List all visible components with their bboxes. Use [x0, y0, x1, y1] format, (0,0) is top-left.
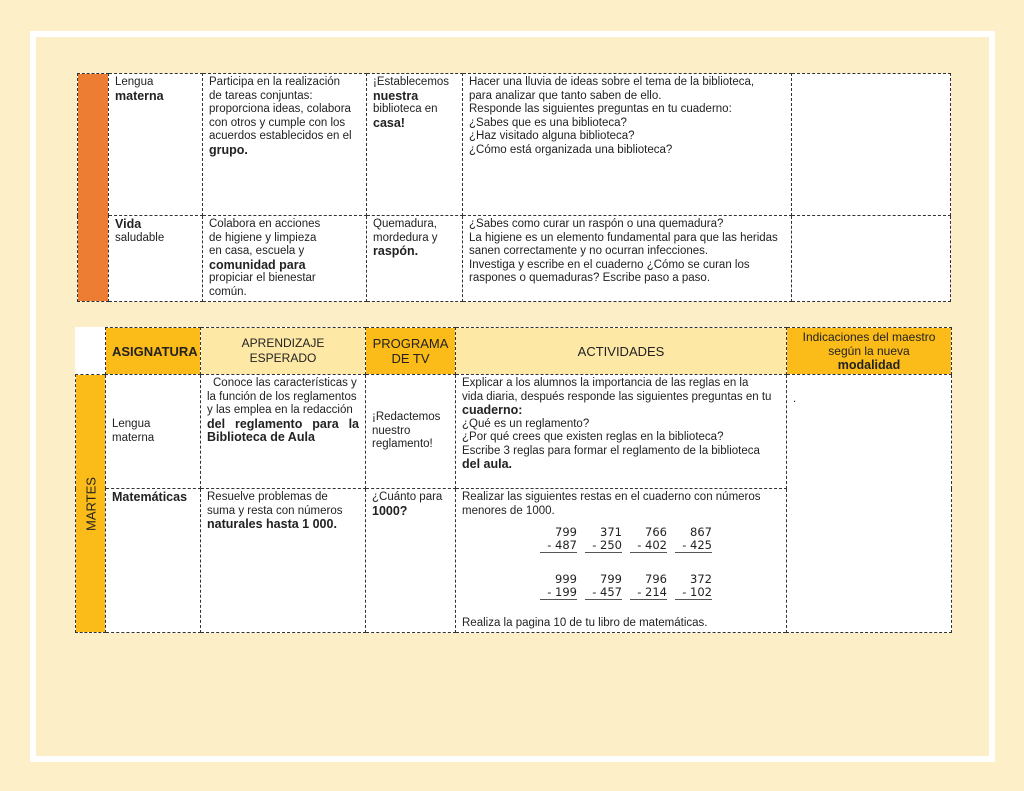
subtraction-item: 372 - 102 [675, 573, 712, 600]
notes-cell: . [787, 375, 952, 633]
subtraction-item: 766 - 402 [630, 526, 667, 553]
bottom-schedule-table [75, 327, 952, 633]
program-cell: Quemadura, mordedura y raspón. [367, 216, 463, 302]
notes-cell [792, 216, 951, 302]
table-row [78, 74, 951, 216]
day-cell [76, 375, 106, 633]
table-row [78, 216, 951, 302]
subtraction-item: 796 - 214 [630, 573, 667, 600]
subtraction-exercises [534, 522, 722, 604]
subject-cell: Lengua materna [109, 74, 203, 216]
header-row [76, 328, 952, 375]
learning-cell: Conoce las características y la función de los reglamentos y las emplea en la redacción del reglamento para la Biblioteca de Aula [201, 375, 366, 489]
subtraction-item: 867 - 425 [675, 526, 712, 553]
activities-cell: Explicar a los alumnos la importancia de las reglas en la vida diaria, después responde las siguientes preguntas en tu cuaderno: ¿Qué es un reglamento? ¿Por qué crees que existen reglas en la biblioteca? Escribe 3 reglas para formar el reglamento de la biblioteca del aula. [456, 375, 787, 489]
top-schedule-table [77, 73, 951, 302]
header-program: PROGRAMA DE TV [366, 328, 456, 375]
header-spacer [76, 328, 106, 375]
header-learning: APRENDIZAJE ESPERADO [201, 328, 366, 375]
learning-cell: Participa en la realización de tareas conjuntas: proporciona ideas, colabora con otros y cumple con los acuerdos establecidos en el grupo. [203, 74, 367, 216]
table-row [76, 375, 952, 489]
learning-cell: Colabora en acciones de higiene y limpieza en casa, escuela y comunidad para propiciar el bienestar común. [203, 216, 367, 302]
subject-cell: Lengua materna [106, 375, 201, 489]
program-cell: ¿Cuánto para 1000? [366, 489, 456, 633]
activities-cell: Realizar las siguientes restas en el cuaderno con números menores de 1000. 799 - 487 371 - 250 766 - 402 867 - 425 999 - 199 799 - 457 796 - 214 372 - 102 Realiza la pagina 10 de tu libro de matemáticas. [456, 489, 787, 633]
program-cell: ¡Establecemos nuestra biblioteca en casa! [367, 74, 463, 216]
subject-cell: Matemáticas [106, 489, 201, 633]
header-activities: ACTIVIDADES [456, 328, 787, 375]
learning-cell: Resuelve problemas de suma y resta con números naturales hasta 1 000. [201, 489, 366, 633]
subtraction-item: 799 - 487 [540, 526, 577, 553]
activities-cell: Hacer una lluvia de ideas sobre el tema de la biblioteca, para analizar que tanto saben de ello. Responde las siguientes preguntas en tu cuaderno: ¿Sabes que es una biblioteca? ¿Haz visitado alguna biblioteca? ¿Cómo está organizada una biblioteca? [463, 74, 792, 216]
notes-cell [792, 74, 951, 216]
subject-cell: Vida saludable [109, 216, 203, 302]
header-notes: Indicaciones del maestro según la nueva modalidad [787, 328, 952, 375]
day-color-bar [78, 74, 109, 302]
subtraction-item: 999 - 199 [540, 573, 577, 600]
activities-cell: ¿Sabes como curar un raspón o una quemadura? La higiene es un elemento fundamental para que las heridas sanen correctamente y no ocurran infecciones. Investiga y escribe en el cuaderno ¿Cómo se curan los raspones o quemaduras? Escribe paso a paso. [463, 216, 792, 302]
header-subject: ASIGNATURA [106, 328, 201, 375]
subtraction-item: 371 - 250 [585, 526, 622, 553]
day-label: MARTES [82, 476, 98, 531]
program-cell: ¡Redactemos nuestro reglamento! [366, 375, 456, 489]
subtraction-item: 799 - 457 [585, 573, 622, 600]
